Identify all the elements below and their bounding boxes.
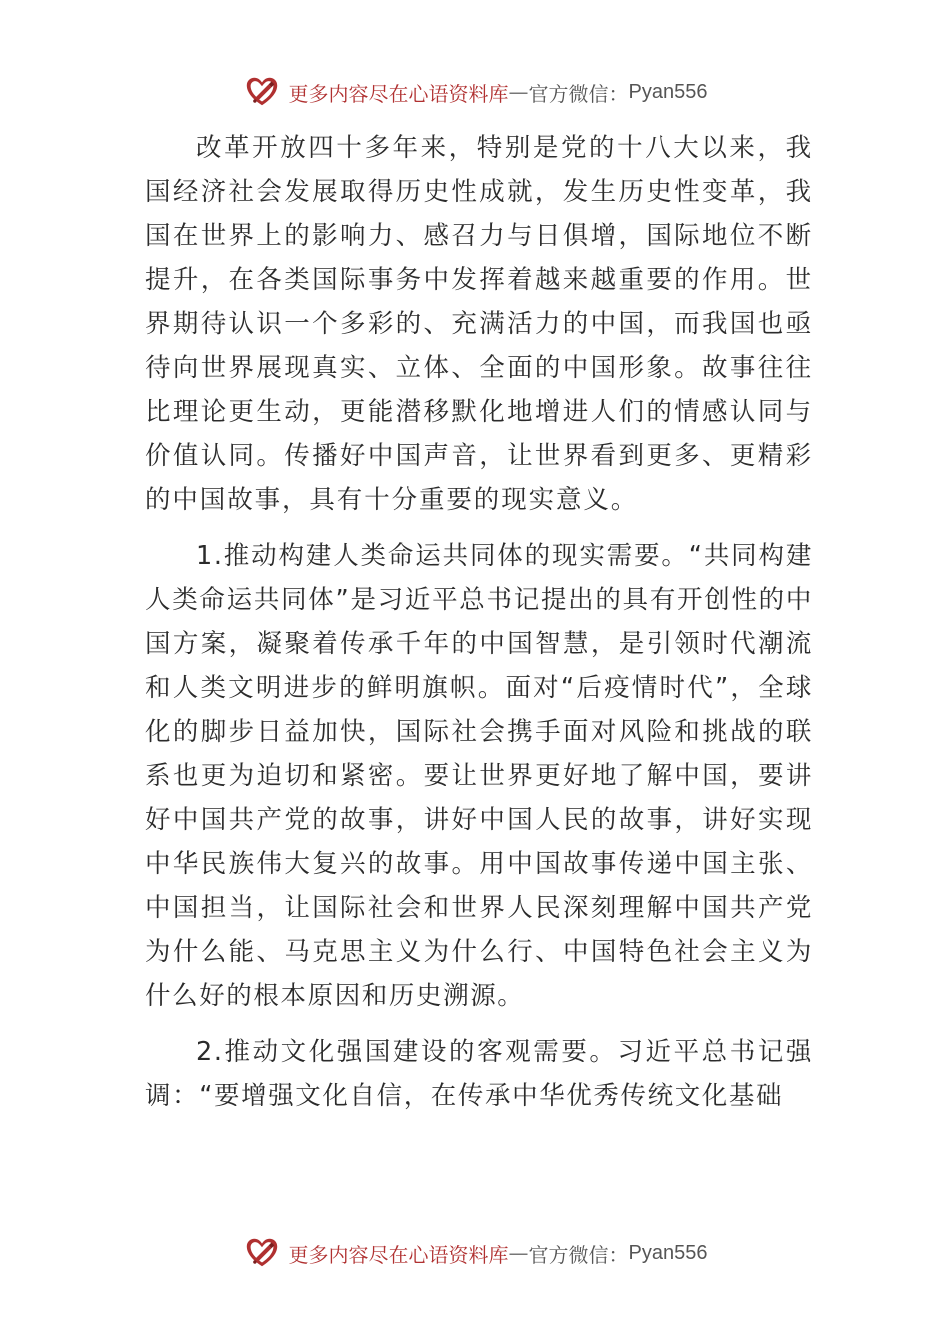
heart-pen-logo-icon [243,73,281,111]
header-official-label: 官方微信： [528,81,629,106]
header-brand-text: 更多内容尽在心语资料库 [288,81,509,106]
paragraph-intro: 改革开放四十多年来，特别是党的十八大以来，我国经济社会发展取得历史性成就，发生历史性变革，我国在世界上的影响力、感召力与日俱增，国际地位不断提升，在各类国际事务中发挥着越来越重要的作用。世界期待认识一个多彩的、充满活力的中国，而我国也亟待向世界展现真实、立体、全面的中国形象。故事往往比理论更生动，更能潜移默化地增进人们的情感认同与价值认同。传播好中国声音，让世界看到更多、更精彩的中国故事，具有十分重要的现实意义。 [145,133,813,515]
footer-wechat-id: Pyan556 [628,1241,708,1264]
paragraph-point-1: 1.推动构建人类命运共同体的现实需要。“共同构建人类命运共同体”是习近平总书记提出的具有开创性的中国方案，凝聚着传承千年的中国智慧，是引领时代潮流和人类文明进步的鲜明旗帜。面对“后疫情时代”，全球化的脚步日益加快，国际社会携手面对风险和挑战的联系也更为迫切和紧密。要让世界更好地了解中国，要讲好中国共产党的故事，讲好中国人民的故事，讲好实现中华民族伟大复兴的故事。用中国故事传递中国主张、中国担当，让国际社会和世界人民深刻理解中国共产党为什么能、马克思主义为什么行、中国特色社会主义为什么好的根本原因和历史溯源。 [145,541,813,1011]
footer-banner [0,1233,950,1273]
header-wechat-id: Pyan556 [628,80,708,103]
footer-official-label: 官方微信： [528,1242,629,1267]
document-body [145,126,813,1118]
footer-separator: — [508,1241,529,1265]
header-banner [0,72,950,112]
heart-pen-logo-icon [243,1234,281,1272]
paragraph-point-2: 2.推动文化强国建设的客观需要。习近平总书记强调：“要增强文化自信，在传承中华优秀传统文化基础 [145,1037,813,1111]
footer-brand-text: 更多内容尽在心语资料库 [288,1242,509,1267]
header-separator: — [508,80,529,104]
